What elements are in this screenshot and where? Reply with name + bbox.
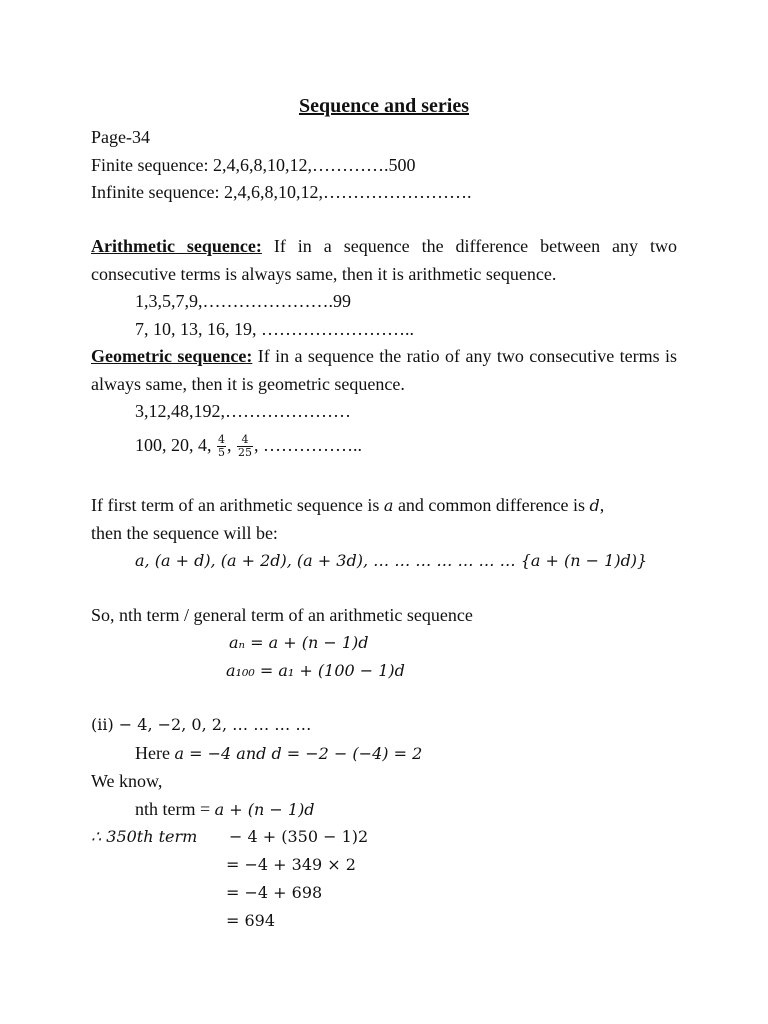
geometric-example-2-suffix: …………….. <box>263 435 362 455</box>
calc-step-1: − 4 + (350 − 1)2 <box>229 827 369 846</box>
general-intro-line <box>91 494 604 517</box>
page-reference: Page-34 <box>91 127 150 147</box>
infinite-sequence-line: Infinite sequence: 2,4,6,8,10,12,……………………. <box>91 182 472 202</box>
geometric-example-2-prefix: 100, 20, 4, <box>135 435 212 455</box>
general-intro-text-a: If first term of an arithmetic sequence is <box>91 495 384 515</box>
variable-d: d <box>589 496 600 515</box>
arithmetic-example-2: 7, 10, 13, 16, 19, …………………….. <box>135 319 414 339</box>
therefore-label: ∴ 350th term <box>91 827 198 846</box>
arithmetic-heading: Arithmetic sequence: <box>91 236 262 256</box>
geometric-definition <box>91 342 677 398</box>
geometric-example-1: 3,12,48,192,………………… <box>135 401 351 421</box>
variable-a: a <box>383 496 394 515</box>
we-know-line: We know, <box>91 771 163 791</box>
general-intro-text-c: , <box>599 495 605 515</box>
calc-step-3: = −4 + 698 <box>226 883 323 902</box>
nth-term-restate <box>135 798 315 821</box>
arithmetic-definition <box>91 232 677 288</box>
nth-term-math: a + (n − 1)d <box>214 800 315 819</box>
here-math: a = −4 and d = −2 − (−4) = 2 <box>174 744 423 763</box>
example-ii-sequence: (ii) − 4, −2, 0, 2, … … … … <box>91 715 312 734</box>
nth-term-formula: aₙ = a + (n − 1)d <box>229 633 369 652</box>
nth-term-word: nth term = <box>135 799 215 819</box>
fraction-4-5: $\frac{4}{5}$ <box>218 433 225 460</box>
separator: , <box>254 435 259 455</box>
example-here-line <box>135 742 422 765</box>
general-intro-text-b: and common difference is <box>393 495 590 515</box>
geometric-text: If in a sequence the ratio of any two consecutive terms is always same, then it is geometric sequence. <box>91 346 678 394</box>
finite-sequence-line: Finite sequence: 2,4,6,8,10,12,………….500 <box>91 155 416 175</box>
fraction-4-25: $\frac{4}{25}$ <box>238 433 252 460</box>
calc-step-2: = −4 + 349 × 2 <box>226 855 356 874</box>
page-title: Sequence and series <box>299 95 469 117</box>
arithmetic-example-1: 1,3,5,7,9,………………….99 <box>135 291 351 311</box>
general-intro-line-2: then the sequence will be: <box>91 523 278 543</box>
nth-term-intro: So, nth term / general term of an arithmetic sequence <box>91 605 473 625</box>
general-sequence-formula: a, (a + d), (a + 2d), (a + 3d), … … … … … … … {a + (n − 1)d)} <box>135 551 648 570</box>
here-word: Here <box>135 743 175 763</box>
geometric-heading: Geometric sequence: <box>91 346 253 366</box>
separator: , <box>227 435 232 455</box>
arithmetic-text: If in a sequence the difference between any two consecutive terms is always same, then it is arithmetic sequence. <box>91 236 677 284</box>
geometric-example-2 <box>135 430 362 460</box>
hundredth-term-formula: a₁₀₀ = a₁ + (100 − 1)d <box>226 661 405 680</box>
calc-step-4: = 694 <box>226 911 276 930</box>
